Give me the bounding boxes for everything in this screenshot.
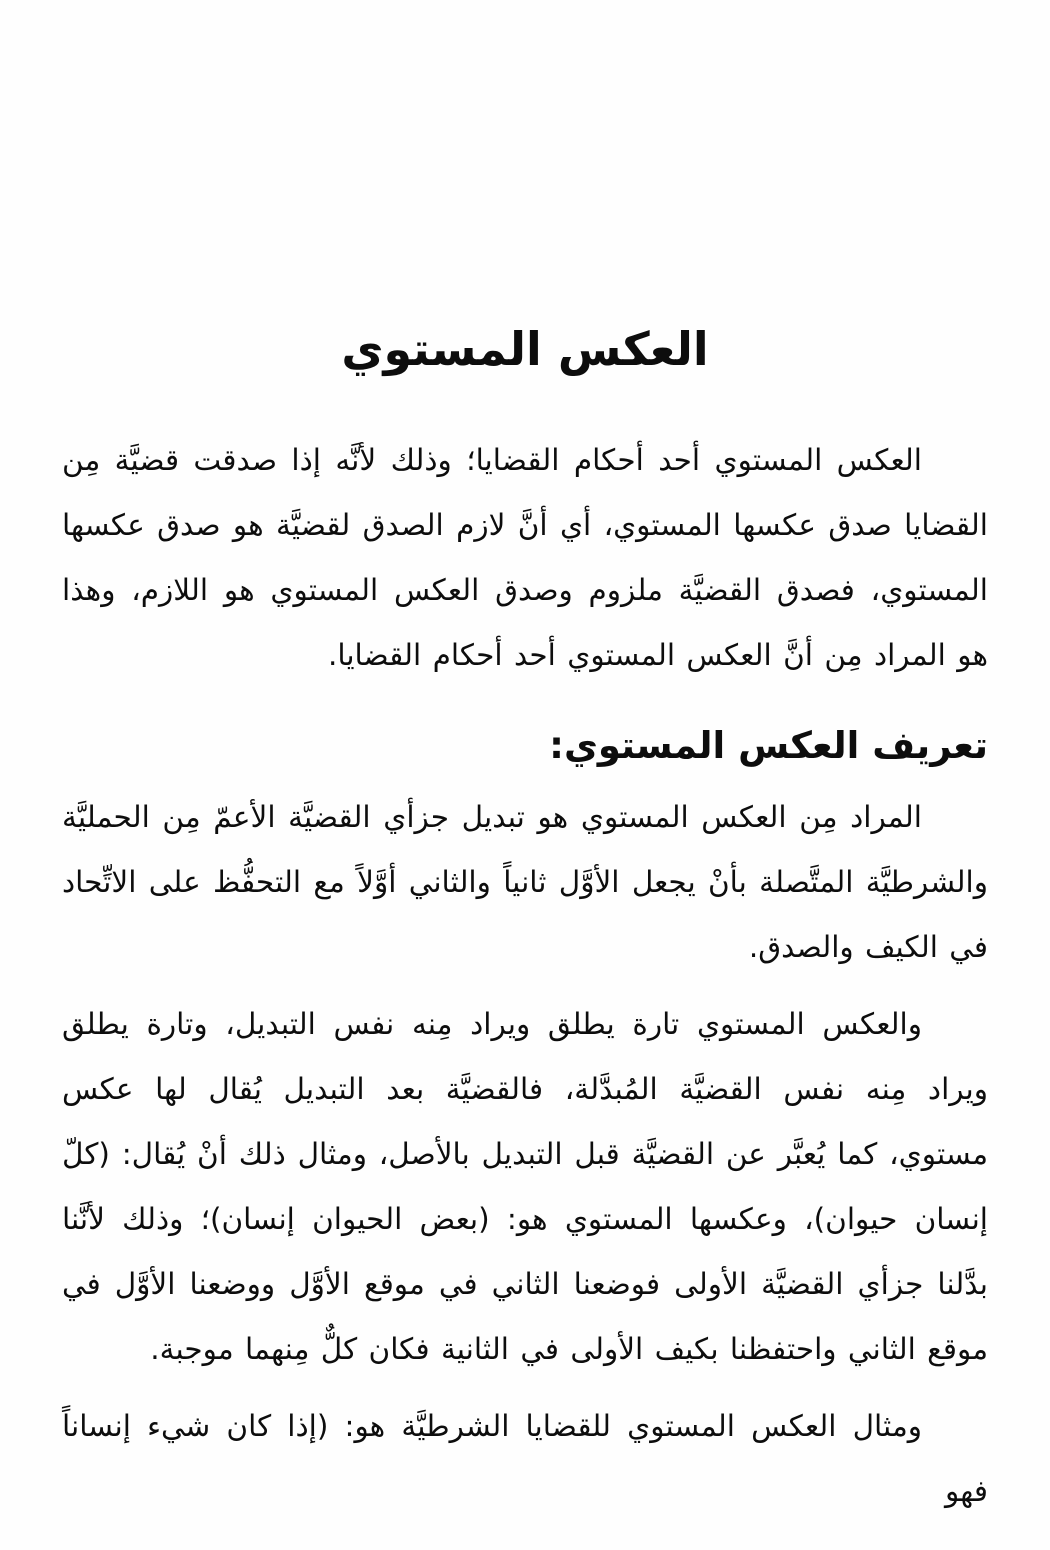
conditional-example-paragraph: ومثال العكس المستوي للقضايا الشرطيَّة هو: (إذا كان شيء إنساناً فهو: [62, 1409, 988, 1508]
intro-paragraph: العكس المستوي أحد أحكام القضايا؛ وذلك لأنَّه إذا صدقت قضيَّة مِن القضايا صدق عكسها المستوي، أي أنَّ لازم الصدق لقضيَّة هو صدق عكسها المستوي، فصدق القضيَّة ملزوم وصدق العكس المستوي هو اللازم، وهذا هو المراد مِن أنَّ العكس المستوي أحد أحكام القضايا.: [62, 443, 988, 672]
usage-example-paragraph: والعكس المستوي تارة يطلق ويراد مِنه نفس التبديل، وتارة يطلق ويراد مِنه نفس القضيَّة المُبدَّلة، فالقضيَّة بعد التبديل يُقال لها عكس مستوي، كما يُعبَّر عن القضيَّة قبل التبديل بالأصل، ومثال ذلك أنْ يُقال: (كلّ إنسان حيوان)، وعكسها المستوي هو: (بعض الحيوان إنسان)؛ وذلك لأنَّنا بدَّلنا جزأي القضيَّة الأولى فوضعنا الثاني في موقع الأوَّل ووضعنا الأوَّل في موقع الثاني واحتفظنا بكيف الأولى في الثانية فكان كلٌّ مِنهما موجبة.: [62, 1007, 988, 1366]
section-heading-definition: تعريف العكس المستوي:: [549, 724, 988, 767]
page-title: العكس المستوي: [341, 322, 709, 376]
definition-paragraph: المراد مِن العكس المستوي هو تبديل جزأي القضيَّة الأعمّ مِن الحمليَّة والشرطيَّة المتَّصلة بأنْ يجعل الأوَّل ثانياً والثاني أوَّلاً مع التحفُّظ على الاتِّحاد في الكيف والصدق.: [62, 800, 988, 964]
